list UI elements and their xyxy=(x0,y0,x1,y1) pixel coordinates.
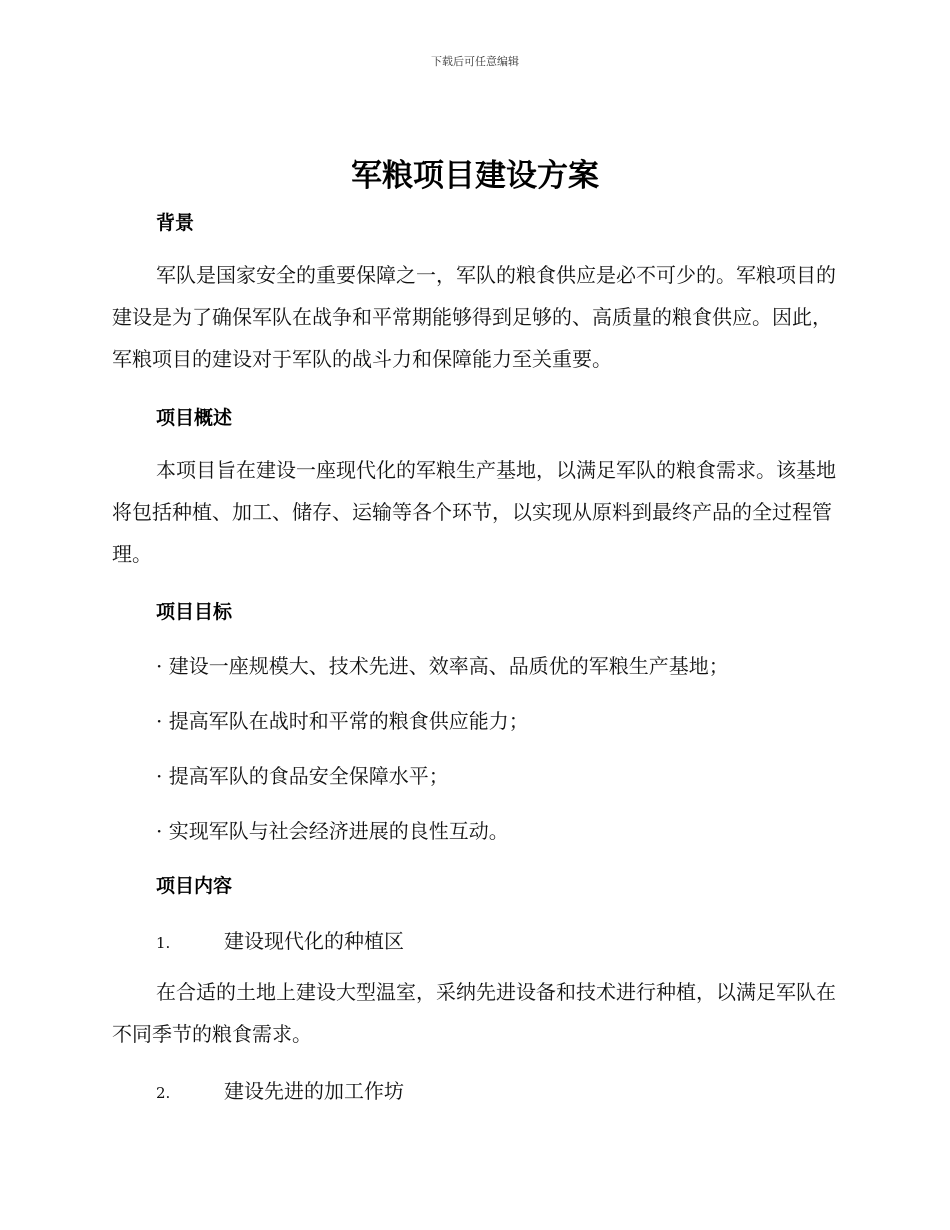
section-heading-goals: 项目目标 xyxy=(156,601,233,623)
section-heading-content: 项目内容 xyxy=(156,875,233,897)
content-item-1-heading xyxy=(156,925,404,954)
section-heading-background: 背景 xyxy=(156,212,195,234)
paragraph-content-item-1 xyxy=(112,971,836,1055)
content-item-1-title: 建设现代化的种植区 xyxy=(224,929,404,953)
content-item-2-heading xyxy=(156,1075,404,1104)
paragraph-overview xyxy=(112,449,836,575)
paragraph-background xyxy=(112,254,836,380)
paragraph-background-text: 军队是国家安全的重要保障之一，军队的粮食供应是必不可少的。军粮项目的建设是为了确保军队在战争和平常期能够得到足够的、高质量的粮食供应。因此，军粮项目的建设对于军队的战斗力和保障能力至关重要。 xyxy=(112,263,836,371)
section-heading-overview: 项目概述 xyxy=(156,407,233,429)
goal-item: · 提高军队的食品安全保障水平； xyxy=(156,764,449,788)
content-item-2-number: 2. xyxy=(156,1084,171,1102)
page-header-note: 下载后可任意编辑 xyxy=(431,55,519,68)
content-item-2-title: 建设先进的加工作坊 xyxy=(224,1079,404,1103)
document-title: 军粮项目建设方案 xyxy=(351,158,599,194)
goal-item: · 实现军队与社会经济进展的良性互动。 xyxy=(156,819,509,843)
paragraph-content-item-1-text: 在合适的土地上建设大型温室，采纳先进设备和技术进行种植，以满足军队在不同季节的粮食需求。 xyxy=(112,980,836,1046)
content-item-1-number: 1. xyxy=(156,934,171,952)
goal-item: · 提高军队在战时和平常的粮食供应能力； xyxy=(156,709,529,733)
paragraph-overview-text: 本项目旨在建设一座现代化的军粮生产基地，以满足军队的粮食需求。该基地将包括种植、加工、储存、运输等各个环节，以实现从原料到最终产品的全过程管理。 xyxy=(112,458,836,566)
goal-item: · 建设一座规模大、技术先进、效率高、品质优的军粮生产基地； xyxy=(156,654,729,678)
